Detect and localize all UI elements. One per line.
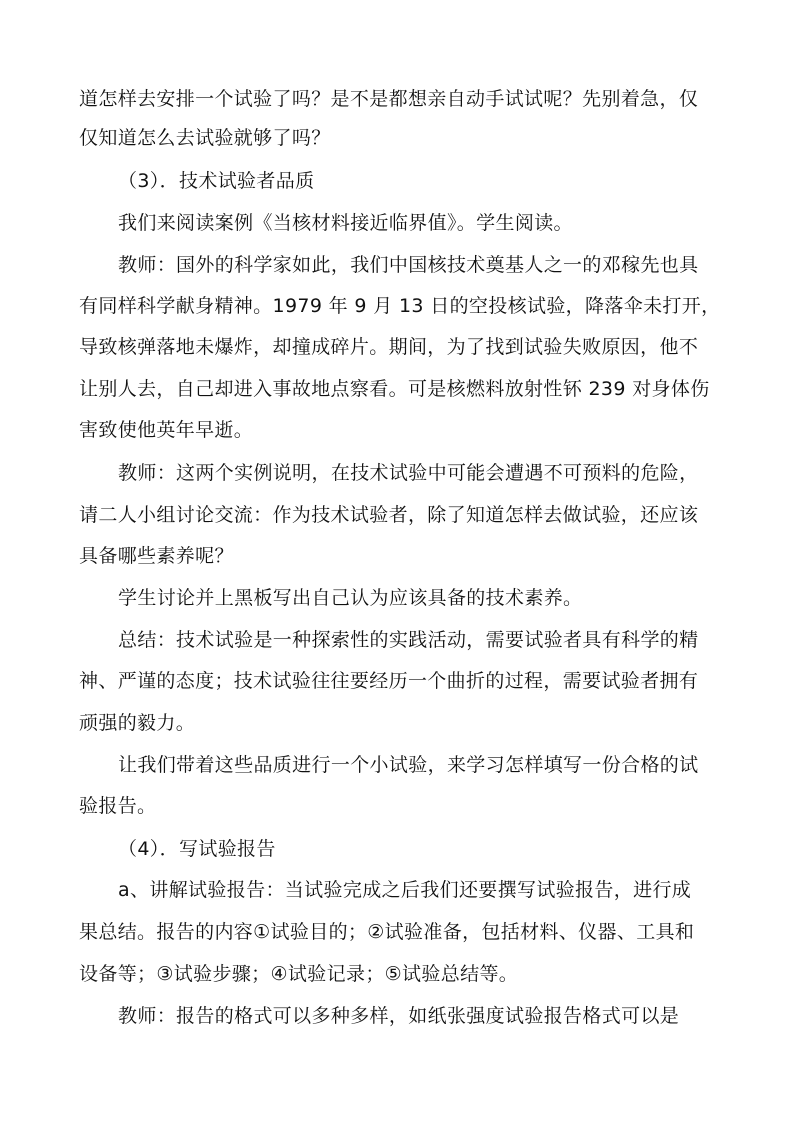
paragraph-small-experiment-line-2: 验报告。 <box>79 795 157 817</box>
section-heading-3: （3）．技术试验者品质 <box>118 170 315 192</box>
paragraph-1-line-2: 仅知道怎么去试验就够了吗？ <box>79 127 331 149</box>
paragraph-report-line-3: 设备等；③试验步骤；④试验记录；⑤试验总结等。 <box>79 963 519 985</box>
paragraph-summary-line-3: 顽强的毅力。 <box>79 712 196 734</box>
paragraph-teacher-1-line-1: 教师：国外的科学家如此，我们中国核技术奠基人之一的邓稼先也具 <box>118 254 699 276</box>
paragraph-1-line-1: 道怎样去安排一个试验了吗？是不是都想亲自动手试试呢？先别着急，仅 <box>79 88 699 110</box>
paragraph-teacher-1-line-2: 有同样科学献身精神。1979 年 9 月 13 日的空投核试验，降落伞未打开， <box>79 295 721 317</box>
paragraph-teacher-2-line-1: 教师：这两个实例说明，在技术试验中可能会遭遇不可预料的危险， <box>118 462 699 484</box>
paragraph-report-line-2: 果总结。报告的内容①试验目的；②试验准备，包括材料、仪器、工具和 <box>79 921 695 943</box>
paragraph-small-experiment-line-1: 让我们带着这些品质进行一个小试验，来学习怎样填写一份合格的试 <box>118 754 699 776</box>
paragraph-teacher-1-line-5: 害致使他英年早逝。 <box>79 419 254 441</box>
paragraph-student-discussion: 学生讨论并上黑板写出自己认为应该具备的技术素养。 <box>118 587 583 609</box>
paragraph-teacher-1-line-4: 让别人去，自己却进入事故地点察看。可是核燃料放射性钚 239 对身体伤 <box>79 378 710 400</box>
paragraph-summary-line-1: 总结：技术试验是一种探索性的实践活动，需要试验者具有科学的精 <box>118 629 699 651</box>
paragraph-teacher-1-line-3: 导致核弹落地未爆炸，却撞成碎片。期间，为了找到试验失败原因，他不 <box>79 336 699 358</box>
paragraph-report-format: 教师：报告的格式可以多种多样，如纸张强度试验报告格式可以是 <box>118 1005 680 1027</box>
paragraph-report-line-1: a、讲解试验报告：当试验完成之后我们还要撰写试验报告，进行成 <box>118 879 692 901</box>
paragraph-case-reading: 我们来阅读案例《当核材料接近临界值》。学生阅读。 <box>118 212 573 234</box>
paragraph-summary-line-2: 神、严谨的态度；技术试验往往要经历一个曲折的过程，需要试验者拥有 <box>79 670 699 692</box>
paragraph-teacher-2-line-3: 具备哪些素养呢？ <box>79 545 234 567</box>
paragraph-teacher-2-line-2: 请二人小组讨论交流：作为技术试验者，除了知道怎样去做试验，还应该 <box>79 504 699 526</box>
section-heading-4: （4）．写试验报告 <box>118 838 276 860</box>
